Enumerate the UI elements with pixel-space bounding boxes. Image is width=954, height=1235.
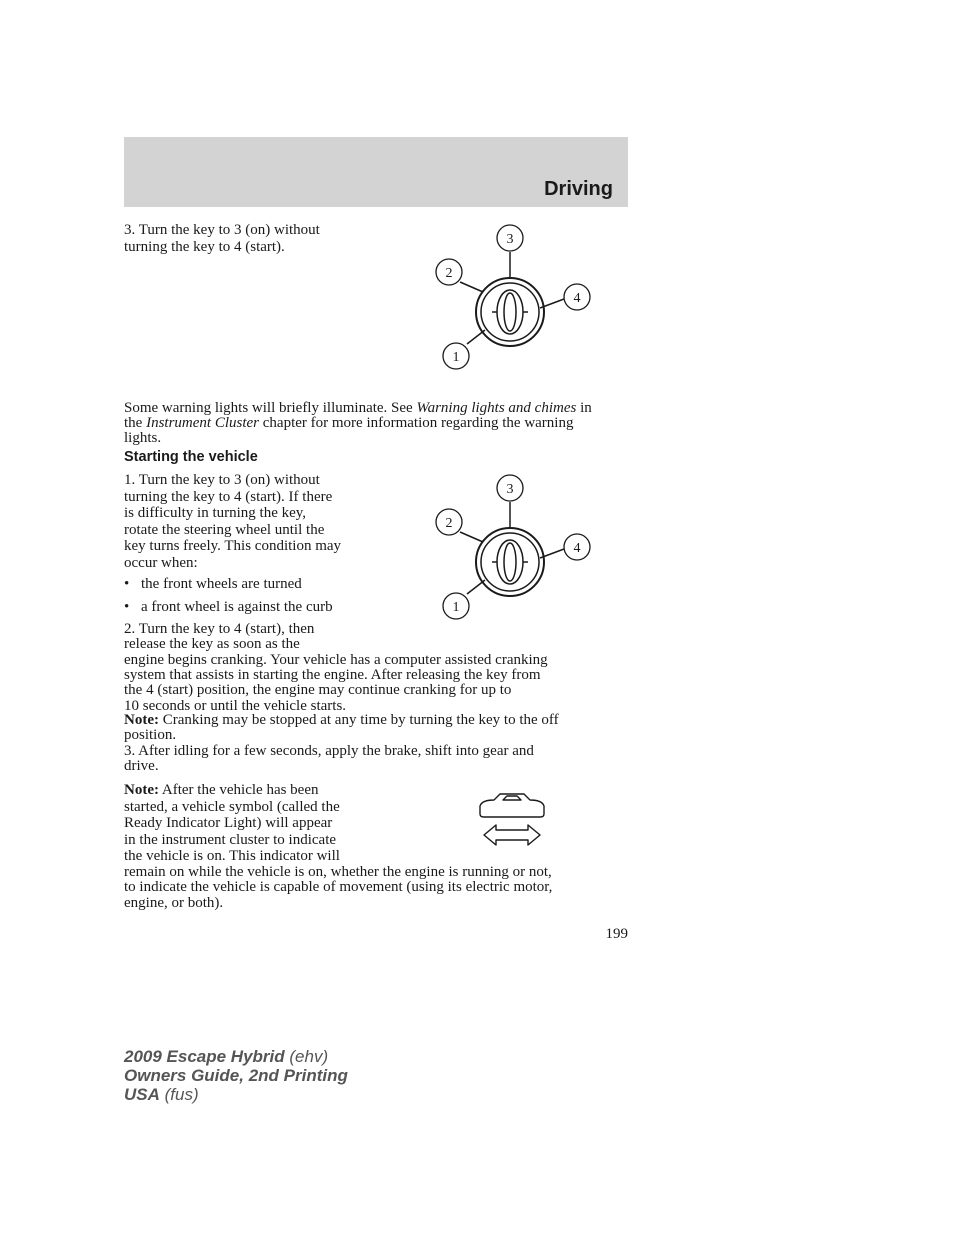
section-title: Driving <box>544 178 613 200</box>
key-position-4-label: 4 <box>573 291 581 306</box>
section-header-bar <box>124 137 628 207</box>
document-footer: 2009 Escape Hybrid (ehv) Owners Guide, 2nd Printing USA (fus) <box>124 1047 348 1104</box>
bullet-item: • the front wheels are turned <box>124 576 302 592</box>
ignition-key-diagram <box>430 222 600 374</box>
step3-bottom-text: 3. After idling for a few seconds, apply the brake, shift into gear and drive. <box>124 743 534 774</box>
step3-top-text: 3. Turn the key to 3 (on) without turning the key to 4 (start). <box>124 222 320 255</box>
warning-lights-paragraph: Some warning lights will briefly illuminate. See Warning lights and chimes in the Instrument Cluster chapter for more information regarding the warning lights. <box>124 400 592 446</box>
key-position-2-label: 2 <box>445 266 453 281</box>
ignition-key-diagram <box>430 472 600 624</box>
step1-text: 1. Turn the key to 3 (on) without turning the key to 4 (start). If there is difficulty in turning the key, rotate the steering wheel until the key turns freely. This condition may occur when: <box>124 472 342 571</box>
key-position-2-label: 2 <box>445 516 453 531</box>
page-number: 199 <box>605 926 628 942</box>
key-position-4-label: 4 <box>573 541 581 556</box>
key-position-1-label: 1 <box>452 600 460 615</box>
instrument-cluster-ref: Instrument Cluster <box>146 415 259 431</box>
step2-text: 2. Turn the key to 4 (start), then release the key as soon as the engine begins cranking. Your vehicle has a computer assisted cranking system that assists in starting the engine. After releasing the key from the 4 (start) position, the engine may continue cranking for up to 10 seconds or until the vehicle starts. <box>124 621 548 714</box>
bullet-item: • a front wheel is against the curb <box>124 599 333 615</box>
warning-lights-chapter-ref: Warning lights and chimes <box>416 400 577 416</box>
ready-indicator-note: Note: After the vehicle has been started, a vehicle symbol (called the Ready Indicator Light) will appear in the instrument cluster to indicate the vehicle is on. This indicator will remain on while the vehicle is on, whether the engine is running or not, to indicate the vehicle is capable of movement (using its electric motor, engine, or both). <box>124 782 553 911</box>
cranking-note: Note: Cranking may be stopped at any time by turning the key to the off position. <box>124 712 559 743</box>
key-position-3-label: 3 <box>506 482 514 497</box>
starting-vehicle-heading: Starting the vehicle <box>124 449 258 465</box>
key-position-3-label: 3 <box>506 232 514 247</box>
key-position-1-label: 1 <box>452 350 460 365</box>
ready-indicator-car-icon <box>474 792 550 848</box>
